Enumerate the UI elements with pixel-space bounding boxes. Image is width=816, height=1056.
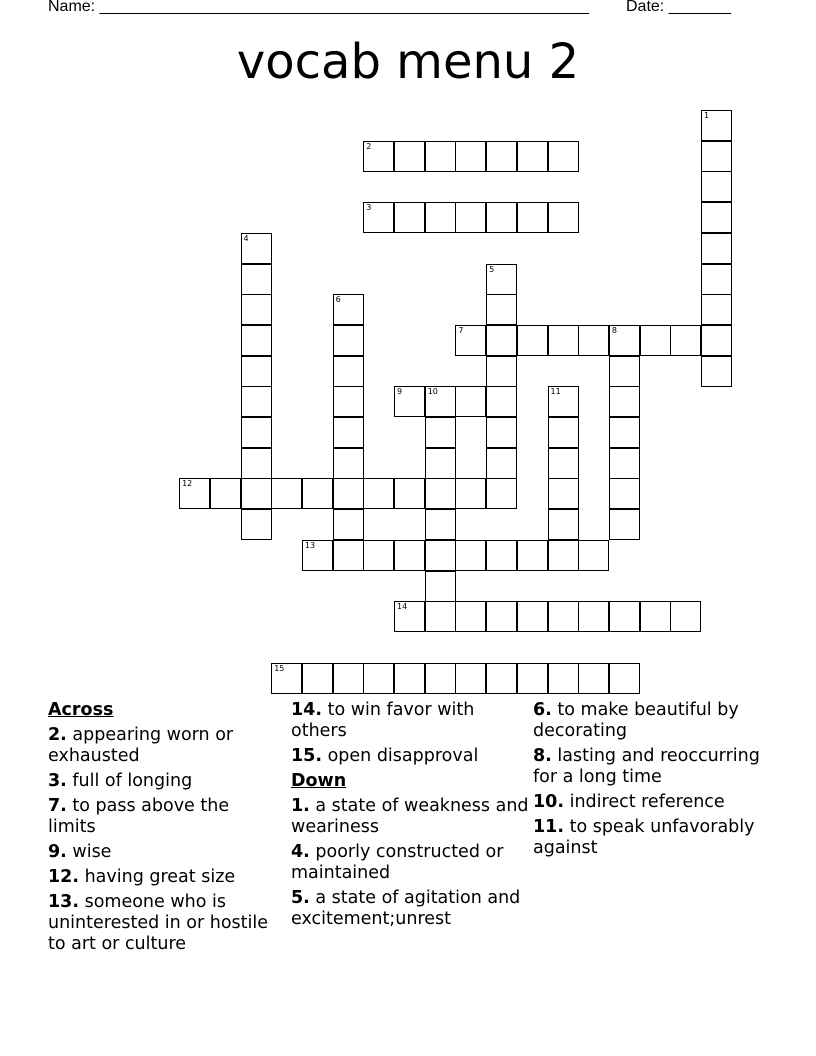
clue-item-number: 7. bbox=[48, 796, 67, 816]
clue-item-number: 10. bbox=[533, 792, 565, 812]
clue-item bbox=[533, 817, 765, 859]
clue-item bbox=[48, 725, 280, 767]
clue-item-text: wise bbox=[66, 842, 112, 862]
crossword-cell[interactable] bbox=[486, 141, 517, 172]
crossword-cell[interactable] bbox=[425, 663, 456, 694]
clue-item bbox=[533, 746, 765, 788]
crossword-cell[interactable] bbox=[333, 386, 364, 417]
crossword-cell[interactable] bbox=[486, 356, 517, 387]
clue-item-text: to make beautiful by decorating bbox=[533, 700, 739, 741]
clues-column-3 bbox=[533, 700, 765, 863]
crossword-cell[interactable] bbox=[241, 448, 272, 479]
crossword-cell[interactable] bbox=[394, 663, 425, 694]
crossword-cell[interactable] bbox=[640, 601, 671, 632]
clue-number: 15 bbox=[274, 663, 285, 673]
clue-item-number: 11. bbox=[533, 817, 565, 837]
crossword-cell[interactable] bbox=[670, 325, 701, 356]
crossword-cell[interactable] bbox=[241, 233, 272, 264]
crossword-cell[interactable] bbox=[333, 478, 364, 509]
crossword-cell[interactable] bbox=[241, 417, 272, 448]
crossword-cell[interactable] bbox=[363, 141, 394, 172]
crossword-cell[interactable] bbox=[578, 601, 609, 632]
crossword-cell[interactable] bbox=[548, 540, 579, 571]
crossword-cell[interactable] bbox=[425, 202, 456, 233]
crossword-cell[interactable] bbox=[363, 663, 394, 694]
crossword-cell[interactable] bbox=[302, 478, 333, 509]
crossword-cell[interactable] bbox=[425, 509, 456, 540]
clue-number: 13 bbox=[304, 540, 316, 550]
crossword-cell[interactable] bbox=[517, 601, 548, 632]
crossword-cell[interactable] bbox=[701, 264, 732, 295]
crossword-cell[interactable] bbox=[241, 325, 272, 356]
crossword-cell[interactable] bbox=[425, 571, 456, 602]
crossword-cell[interactable] bbox=[486, 663, 517, 694]
crossword-cell[interactable] bbox=[241, 294, 272, 325]
crossword-cell[interactable] bbox=[548, 417, 579, 448]
crossword-cell[interactable] bbox=[241, 509, 272, 540]
clue-item-text: a state of weakness and weariness bbox=[291, 796, 529, 837]
clue-number: 11 bbox=[550, 387, 561, 397]
crossword-cell[interactable] bbox=[394, 540, 425, 571]
clue-item-number: 14. bbox=[291, 700, 323, 720]
crossword-cell[interactable] bbox=[271, 478, 302, 509]
clue-item-number: 2. bbox=[48, 725, 67, 745]
crossword-cell[interactable] bbox=[701, 141, 732, 172]
clue-item-text: appearing worn or exhausted bbox=[48, 725, 234, 766]
clue-item-number: 6. bbox=[533, 700, 552, 720]
crossword-cell[interactable] bbox=[640, 325, 671, 356]
crossword-cell[interactable] bbox=[578, 325, 609, 356]
crossword-cell[interactable] bbox=[486, 417, 517, 448]
crossword-cell[interactable] bbox=[333, 540, 364, 571]
crossword-cell[interactable] bbox=[701, 110, 732, 141]
clue-number: 6 bbox=[335, 295, 341, 305]
crossword-cell[interactable] bbox=[455, 601, 486, 632]
crossword-cell[interactable] bbox=[609, 386, 640, 417]
clue-item-number: 15. bbox=[291, 746, 323, 766]
clue-item bbox=[533, 792, 765, 813]
crossword-cell[interactable] bbox=[578, 663, 609, 694]
crossword-cell[interactable] bbox=[609, 509, 640, 540]
crossword-cell[interactable] bbox=[455, 141, 486, 172]
crossword-cell[interactable] bbox=[701, 202, 732, 233]
crossword-cell[interactable] bbox=[609, 448, 640, 479]
crossword-cell[interactable] bbox=[517, 663, 548, 694]
crossword-cell[interactable] bbox=[210, 478, 241, 509]
crossword-cell[interactable] bbox=[394, 202, 425, 233]
clue-item bbox=[291, 796, 529, 838]
clue-number: 7 bbox=[458, 325, 464, 335]
date-field-label: Date: _______ bbox=[626, 0, 731, 15]
clue-item bbox=[291, 746, 529, 767]
crossword-cell[interactable] bbox=[455, 663, 486, 694]
down-heading: Down bbox=[291, 771, 347, 791]
crossword-cell[interactable] bbox=[363, 478, 394, 509]
crossword-cell[interactable] bbox=[333, 325, 364, 356]
clue-item bbox=[291, 888, 529, 930]
crossword-cell[interactable] bbox=[333, 294, 364, 325]
crossword-cell[interactable] bbox=[486, 264, 517, 295]
down-clue-list-continued bbox=[533, 700, 765, 859]
clue-item-text: to win favor with others bbox=[291, 700, 475, 741]
clue-item-number: 4. bbox=[291, 842, 310, 862]
crossword-cell[interactable] bbox=[517, 202, 548, 233]
crossword-cell[interactable] bbox=[486, 478, 517, 509]
crossword-cell[interactable] bbox=[548, 325, 579, 356]
crossword-cell[interactable] bbox=[486, 448, 517, 479]
crossword-cell[interactable] bbox=[609, 601, 640, 632]
crossword-cell[interactable] bbox=[455, 478, 486, 509]
crossword-cell[interactable] bbox=[548, 141, 579, 172]
crossword-cell[interactable] bbox=[701, 171, 732, 202]
crossword-cell[interactable] bbox=[179, 478, 210, 509]
crossword-cell[interactable] bbox=[548, 663, 579, 694]
crossword-cell[interactable] bbox=[548, 509, 579, 540]
crossword-cell[interactable] bbox=[609, 325, 640, 356]
clue-item-text: having great size bbox=[79, 867, 236, 887]
crossword-cell[interactable] bbox=[425, 601, 456, 632]
clue-item bbox=[533, 700, 765, 742]
clues-column-1 bbox=[48, 700, 280, 959]
clue-number: 2 bbox=[366, 141, 372, 151]
clue-number: 12 bbox=[182, 479, 193, 489]
crossword-cell[interactable] bbox=[394, 141, 425, 172]
clue-item-number: 1. bbox=[291, 796, 310, 816]
clue-number: 1 bbox=[704, 111, 710, 120]
clue-number: 3 bbox=[366, 203, 372, 213]
crossword-cell[interactable] bbox=[394, 601, 425, 632]
clue-item-text: open disapproval bbox=[322, 746, 479, 766]
crossword-cell[interactable] bbox=[701, 325, 732, 356]
crossword-cell[interactable] bbox=[455, 202, 486, 233]
crossword-cell[interactable] bbox=[548, 448, 579, 479]
clue-item-text: full of longing bbox=[66, 771, 193, 791]
crossword-cell[interactable] bbox=[271, 663, 302, 694]
clue-item-number: 8. bbox=[533, 746, 552, 766]
crossword-cell[interactable] bbox=[578, 540, 609, 571]
crossword-cell[interactable] bbox=[302, 540, 333, 571]
crossword-cell[interactable] bbox=[425, 417, 456, 448]
across-clue-list bbox=[48, 725, 280, 955]
crossword-cell[interactable] bbox=[455, 386, 486, 417]
clue-item bbox=[48, 867, 280, 888]
crossword-cell[interactable] bbox=[425, 448, 456, 479]
crossword-cell[interactable] bbox=[548, 478, 579, 509]
crossword-cell[interactable] bbox=[701, 233, 732, 264]
clue-item-number: 3. bbox=[48, 771, 67, 791]
clue-number: 5 bbox=[489, 264, 495, 274]
crossword-cell[interactable] bbox=[486, 325, 517, 356]
crossword-cell[interactable] bbox=[548, 601, 579, 632]
clue-item-number: 5. bbox=[291, 888, 310, 908]
clue-number: 4 bbox=[243, 233, 249, 243]
crossword-cell[interactable] bbox=[363, 540, 394, 571]
crossword-cell[interactable] bbox=[363, 202, 394, 233]
clue-number: 10 bbox=[427, 387, 438, 397]
clue-number: 8 bbox=[611, 325, 617, 335]
crossword-cell[interactable] bbox=[333, 356, 364, 387]
crossword-cell[interactable] bbox=[609, 478, 640, 509]
clue-item-text: to pass above the limits bbox=[48, 796, 230, 837]
down-clue-list bbox=[291, 796, 529, 930]
clue-item-number: 12. bbox=[48, 867, 80, 887]
clue-item-text: to speak unfavorably against bbox=[533, 817, 755, 858]
crossword-cell[interactable] bbox=[517, 325, 548, 356]
crossword-cell[interactable] bbox=[394, 386, 425, 417]
clue-item bbox=[291, 700, 529, 742]
crossword-cell[interactable] bbox=[241, 386, 272, 417]
crossword-cell[interactable] bbox=[425, 141, 456, 172]
clue-item-text: someone who is uninterested in or hostile to art or culture bbox=[48, 892, 269, 954]
crossword-cell[interactable] bbox=[425, 386, 456, 417]
clue-item-text: indirect reference bbox=[564, 792, 725, 812]
crossword-cell[interactable] bbox=[241, 264, 272, 295]
clues-column-2 bbox=[291, 700, 529, 934]
crossword-cell[interactable] bbox=[241, 356, 272, 387]
crossword-cell[interactable] bbox=[517, 540, 548, 571]
clue-item-text: a state of agitation and excitement;unrest bbox=[291, 888, 521, 929]
crossword-cell[interactable] bbox=[333, 663, 364, 694]
crossword-cell[interactable] bbox=[517, 141, 548, 172]
clue-number: 14 bbox=[397, 602, 408, 612]
crossword-cell[interactable] bbox=[670, 601, 701, 632]
across-heading: Across bbox=[48, 700, 114, 720]
crossword-cell[interactable] bbox=[609, 663, 640, 694]
crossword-cell[interactable] bbox=[333, 509, 364, 540]
crossword-cell[interactable] bbox=[486, 386, 517, 417]
clue-number: 9 bbox=[397, 387, 403, 397]
crossword-cell[interactable] bbox=[701, 294, 732, 325]
crossword-cell[interactable] bbox=[394, 478, 425, 509]
clue-item-number: 9. bbox=[48, 842, 67, 862]
crossword-cell[interactable] bbox=[486, 601, 517, 632]
crossword-cell[interactable] bbox=[548, 202, 579, 233]
puzzle-title: vocab menu 2 bbox=[236, 34, 580, 90]
crossword-cell[interactable] bbox=[241, 478, 272, 509]
crossword-cell[interactable] bbox=[333, 417, 364, 448]
clue-item-number: 13. bbox=[48, 892, 80, 912]
clue-item bbox=[291, 842, 529, 884]
crossword-cell[interactable] bbox=[425, 478, 456, 509]
crossword-cell[interactable] bbox=[701, 356, 732, 387]
crossword-cell[interactable] bbox=[609, 417, 640, 448]
crossword-cell[interactable] bbox=[455, 325, 486, 356]
clue-item bbox=[48, 796, 280, 838]
clue-item-text: poorly constructed or maintained bbox=[291, 842, 504, 883]
clue-item bbox=[48, 842, 280, 863]
crossword-cell[interactable] bbox=[425, 540, 456, 571]
clue-item bbox=[48, 771, 280, 792]
crossword-cell[interactable] bbox=[455, 540, 486, 571]
crossword-cell[interactable] bbox=[333, 448, 364, 479]
across-clue-list-continued bbox=[291, 700, 529, 767]
crossword-cell[interactable] bbox=[486, 202, 517, 233]
clue-item bbox=[48, 892, 280, 955]
name-field-label: Name: _______________________________________________________ bbox=[48, 0, 589, 15]
crossword-cell[interactable] bbox=[486, 540, 517, 571]
clue-item-text: lasting and reoccurring for a long time bbox=[533, 746, 760, 787]
crossword-cell[interactable] bbox=[486, 294, 517, 325]
crossword-cell[interactable] bbox=[548, 386, 579, 417]
crossword-cell[interactable] bbox=[609, 356, 640, 387]
crossword-cell[interactable] bbox=[302, 663, 333, 694]
